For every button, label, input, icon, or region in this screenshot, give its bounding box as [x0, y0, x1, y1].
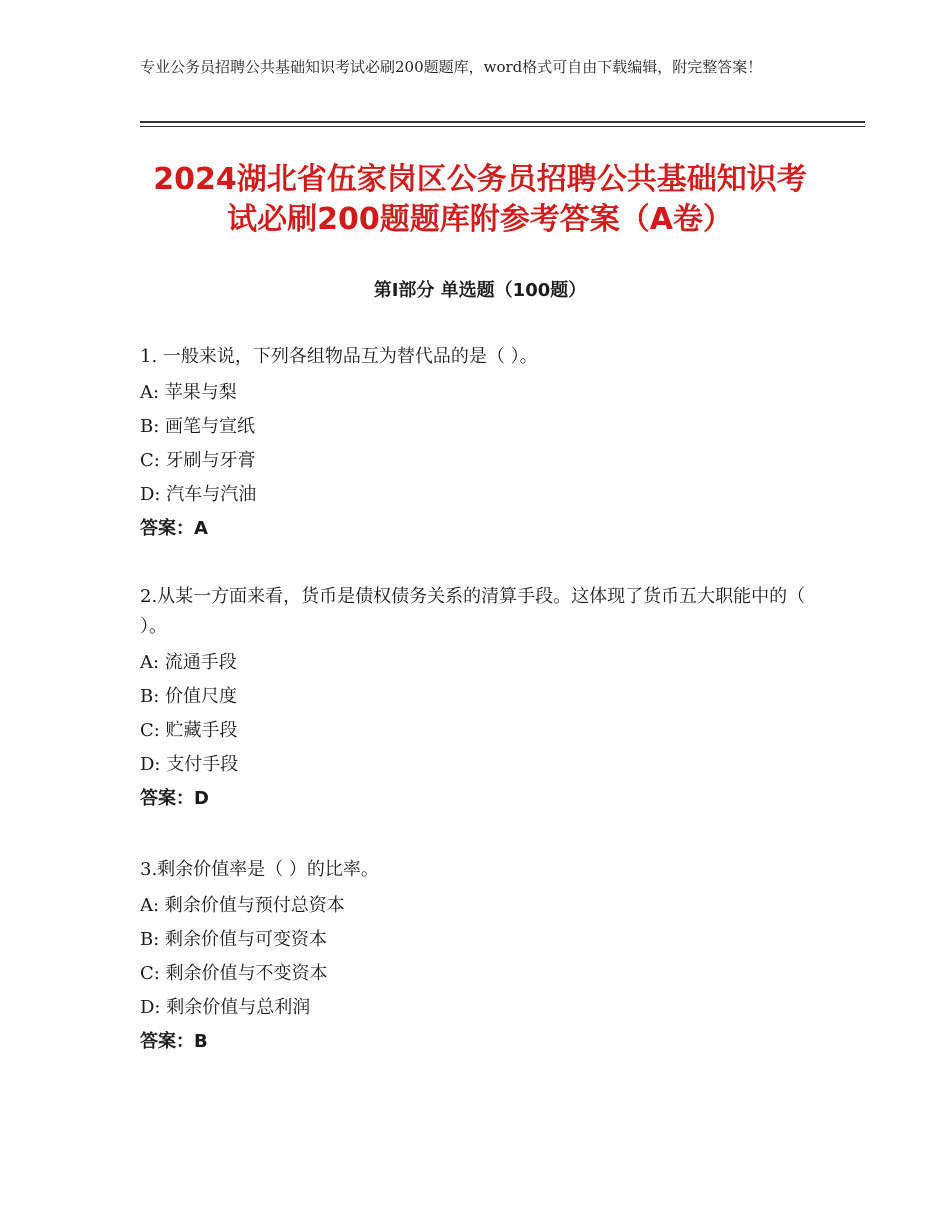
section-title: 第Ⅰ部分 单选题（100题）: [373, 280, 587, 301]
question-2: [140, 582, 810, 816]
question-text: 1. 一般来说，下列各组物品互为替代品的是（ ）。: [140, 346, 538, 367]
header-note: 专业公务员招聘公共基础知识考试必刷200题题库，word格式可自由下载编辑，附完整答案！: [140, 58, 763, 76]
option-c: C: 牙刷与牙膏: [140, 450, 256, 471]
option-b: B: 画笔与宣纸: [140, 416, 256, 437]
option-a: A: 剩余价值与预付总资本: [140, 895, 345, 916]
header-divider-thin: [140, 126, 865, 127]
option-a: A: 苹果与梨: [140, 382, 237, 403]
option-a: A: 流通手段: [140, 652, 237, 673]
answer: 答案：B: [140, 1031, 208, 1052]
option-d: D: 剩余价值与总利润: [140, 997, 311, 1018]
header-divider-thick: [140, 121, 865, 123]
option-b: B: 价值尺度: [140, 686, 238, 707]
question-text: 3.剩余价值率是（ ）的比率。: [140, 859, 379, 880]
option-c: C: 剩余价值与不变资本: [140, 963, 328, 984]
answer: 答案：A: [140, 518, 208, 539]
question-3: [140, 855, 810, 1059]
option-b: B: 剩余价值与可变资本: [140, 929, 328, 950]
option-c: C: 贮藏手段: [140, 720, 238, 741]
option-d: D: 支付手段: [140, 754, 239, 775]
answer: 答案：D: [140, 788, 209, 809]
question-text: 2.从某一方面来看，货币是债权债务关系的清算手段。这体现了货币五大职能中的（ ）。: [140, 586, 806, 637]
document-title: 2024湖北省伍家岗区公务员招聘公共基础知识考试必刷200题题库附参考答案（A卷）: [153, 162, 807, 237]
question-1: [140, 342, 810, 546]
option-d: D: 汽车与汽油: [140, 484, 257, 505]
